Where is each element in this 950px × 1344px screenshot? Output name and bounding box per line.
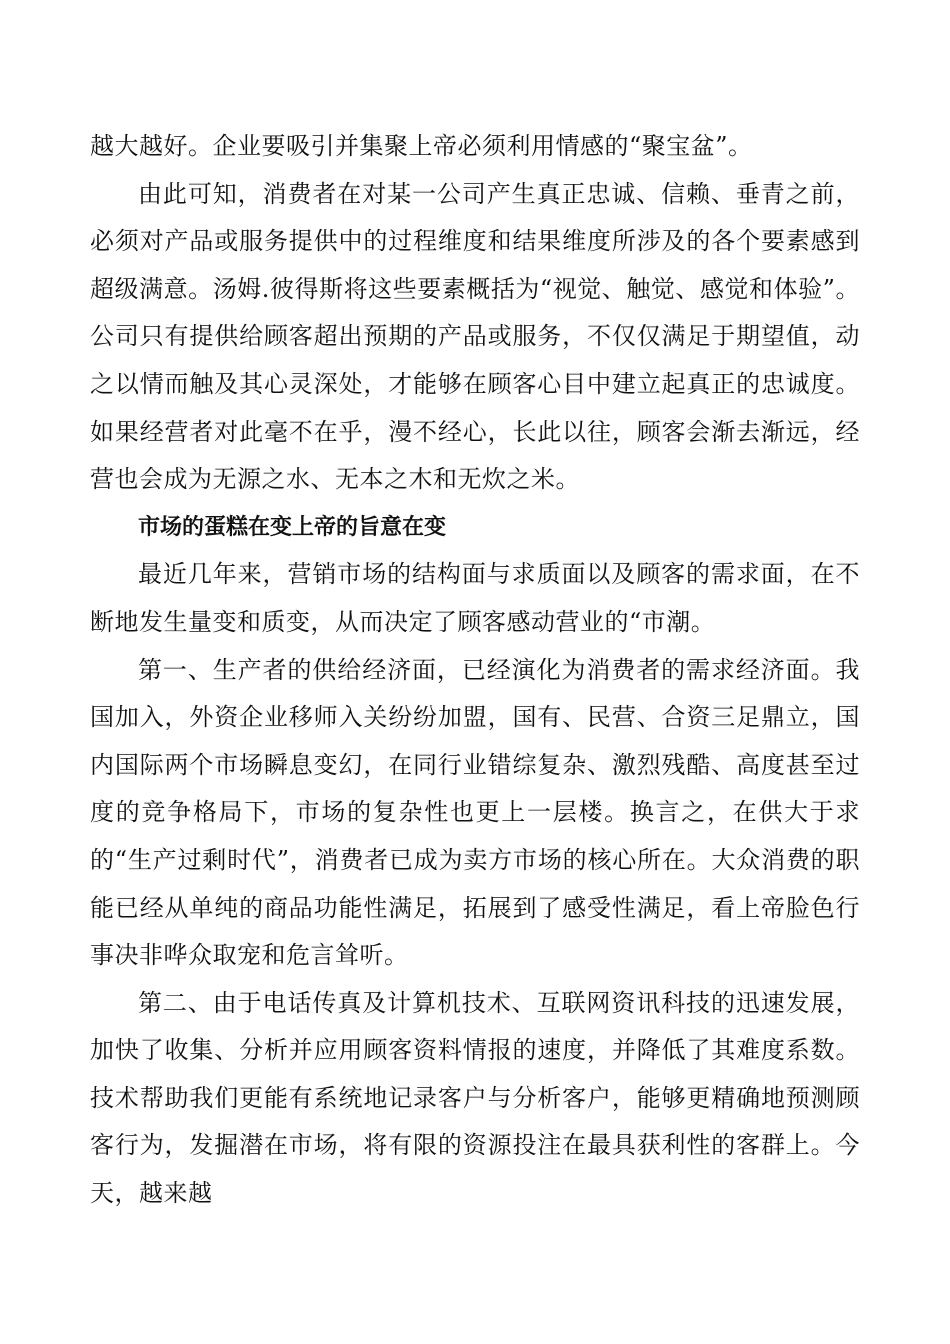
paragraph-point-two: 第二、由于电话传真及计算机技术、互联网资讯科技的迅速发展，加快了收集、分析并应用顾客资料情报的速度，并降低了其难度系数。技术帮助我们更能有系统地记录客户与分析客户，能够更精确地预测顾客行为，发掘潜在市场，将有限的资源投注在最具获利性的客群上。今天，越来越 xyxy=(90,988,860,1208)
document-body xyxy=(90,123,860,1218)
paragraph-point-one: 第一、生产者的供给经济面，已经演化为消费者的需求经济面。我国加入，外资企业移师入关纷纷加盟，国有、民营、合资三足鼎立，国内国际两个市场瞬息变幻，在同行业错综复杂、激烈残酷、高度甚至过度的竞争格局下，市场的复杂性也更上一层楼。换言之，在供大于求的“生产过剩时代”，消费者已成为卖方市场的核心所在。大众消费的职能已经从单纯的商品功能性满足，拓展到了感受性满足，看上帝脸色行事决非哗众取宠和危言耸听。 xyxy=(90,655,860,970)
section-heading: 市场的蛋糕在变上帝的旨意在变 xyxy=(138,514,447,540)
paragraph-loyalty: 由此可知，消费者在对某一公司产生真正忠诚、信赖、垂青之前，必须对产品或服务提供中的过程维度和结果维度所涉及的各个要素感到超级满意。汤姆.彼得斯将这些要素概括为“视觉、触觉、感觉和体验”。公司只有提供给顾客超出预期的产品或服务，不仅仅满足于期望值，动之以情而触及其心灵深处，才能够在顾客心目中建立起真正的忠诚度。如果经营者对此毫不在乎，漫不经心，长此以往，顾客会渐去渐远，经营也会成为无源之水、无本之木和无炊之米。 xyxy=(90,179,860,494)
paragraph-market-change: 最近几年来，营销市场的结构面与求质面以及顾客的需求面，在不断地发生量变和质变，从而决定了顾客感动营业的“市潮。 xyxy=(90,560,860,636)
paragraph-continuation: 越大越好。企业要吸引并集聚上帝必须利用情感的“聚宝盆”。 xyxy=(90,132,753,160)
